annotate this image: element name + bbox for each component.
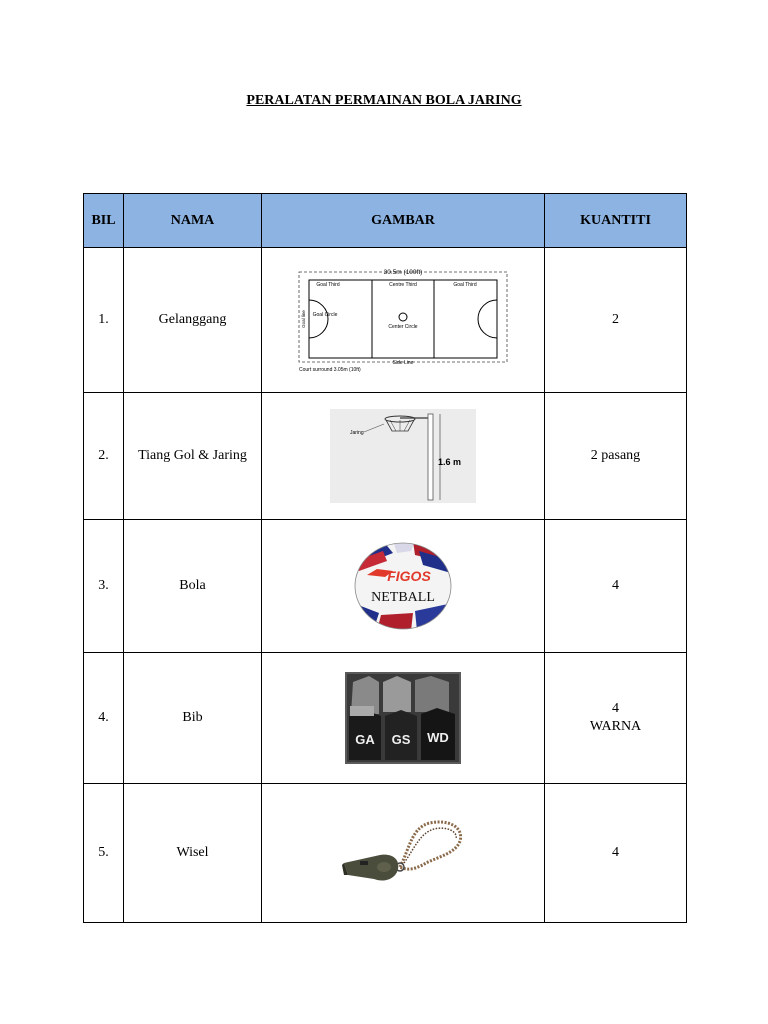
row-bil: 4. (84, 653, 124, 784)
post-image-cell (262, 393, 545, 520)
bib-label: WD (427, 730, 449, 745)
bib-label: GA (355, 732, 375, 747)
row-nama: Wisel (124, 784, 262, 923)
court-surround-label: Court surround 3.05m (10ft) (299, 367, 361, 373)
court-goal-third-left: Goal Third (316, 282, 340, 288)
row-bil: 3. (84, 520, 124, 653)
post-ring-label: Jaring (350, 430, 364, 436)
whistle-image-cell (262, 784, 545, 923)
header-nama: NAMA (124, 194, 262, 248)
row-nama: Bib (124, 653, 262, 784)
court-goal-circle-label: Goal Circle (312, 312, 338, 318)
post-height-label: 1.6 m (438, 457, 462, 467)
court-image-cell (262, 248, 545, 393)
row-bil: 1. (84, 248, 124, 393)
ball-brand: FIGOS (387, 568, 431, 584)
row-kuantiti (545, 653, 687, 784)
ball-text: NETBALL (371, 590, 435, 605)
table-header-row (84, 194, 687, 248)
row-kuantiti (545, 248, 687, 393)
quantity-value: 2 (612, 312, 619, 327)
table-row (84, 653, 687, 784)
bib-image-cell (262, 653, 545, 784)
header-gambar: GAMBAR (262, 194, 545, 248)
table-row (84, 393, 687, 520)
row-bil: 2. (84, 393, 124, 520)
netball-ball-image (353, 541, 453, 631)
table-row (84, 248, 687, 393)
court-centre-third: Centre Third (389, 282, 417, 288)
row-nama: Bola (124, 520, 262, 653)
row-kuantiti (545, 784, 687, 923)
table-row (84, 784, 687, 923)
whistle-image (340, 817, 466, 889)
table-row (84, 520, 687, 653)
row-nama: Tiang Gol & Jaring (124, 393, 262, 520)
row-bil: 5. (84, 784, 124, 923)
quantity-value: 4 (612, 701, 619, 716)
equipment-table (83, 193, 687, 923)
court-side-line-label: Side Line (392, 360, 414, 366)
court-centre-circle-label: Center Circle (388, 324, 418, 330)
row-kuantiti (545, 393, 687, 520)
goal-post-image (330, 409, 476, 503)
court-goal-line-label: Goal line (301, 310, 306, 328)
page-title: PERALATAN PERMAINAN BOLA JARING (246, 93, 522, 108)
ball-image-cell (262, 520, 545, 653)
quantity-value: 4 (612, 578, 619, 593)
row-kuantiti (545, 520, 687, 653)
bibs-image (345, 672, 461, 764)
netball-court-image (295, 266, 511, 374)
header-bil: BIL (84, 194, 124, 248)
court-goal-third-right: Goal Third (453, 282, 477, 288)
bib-label: GS (391, 732, 411, 747)
header-kuantiti: KUANTITI (545, 194, 687, 248)
row-nama: Gelanggang (124, 248, 262, 393)
quantity-value: 4 (612, 845, 619, 860)
quantity-value: 2 pasang (590, 448, 641, 463)
quantity-unit: WARNA (589, 719, 642, 734)
court-length-label: 30.5m (100ft) (383, 269, 423, 276)
